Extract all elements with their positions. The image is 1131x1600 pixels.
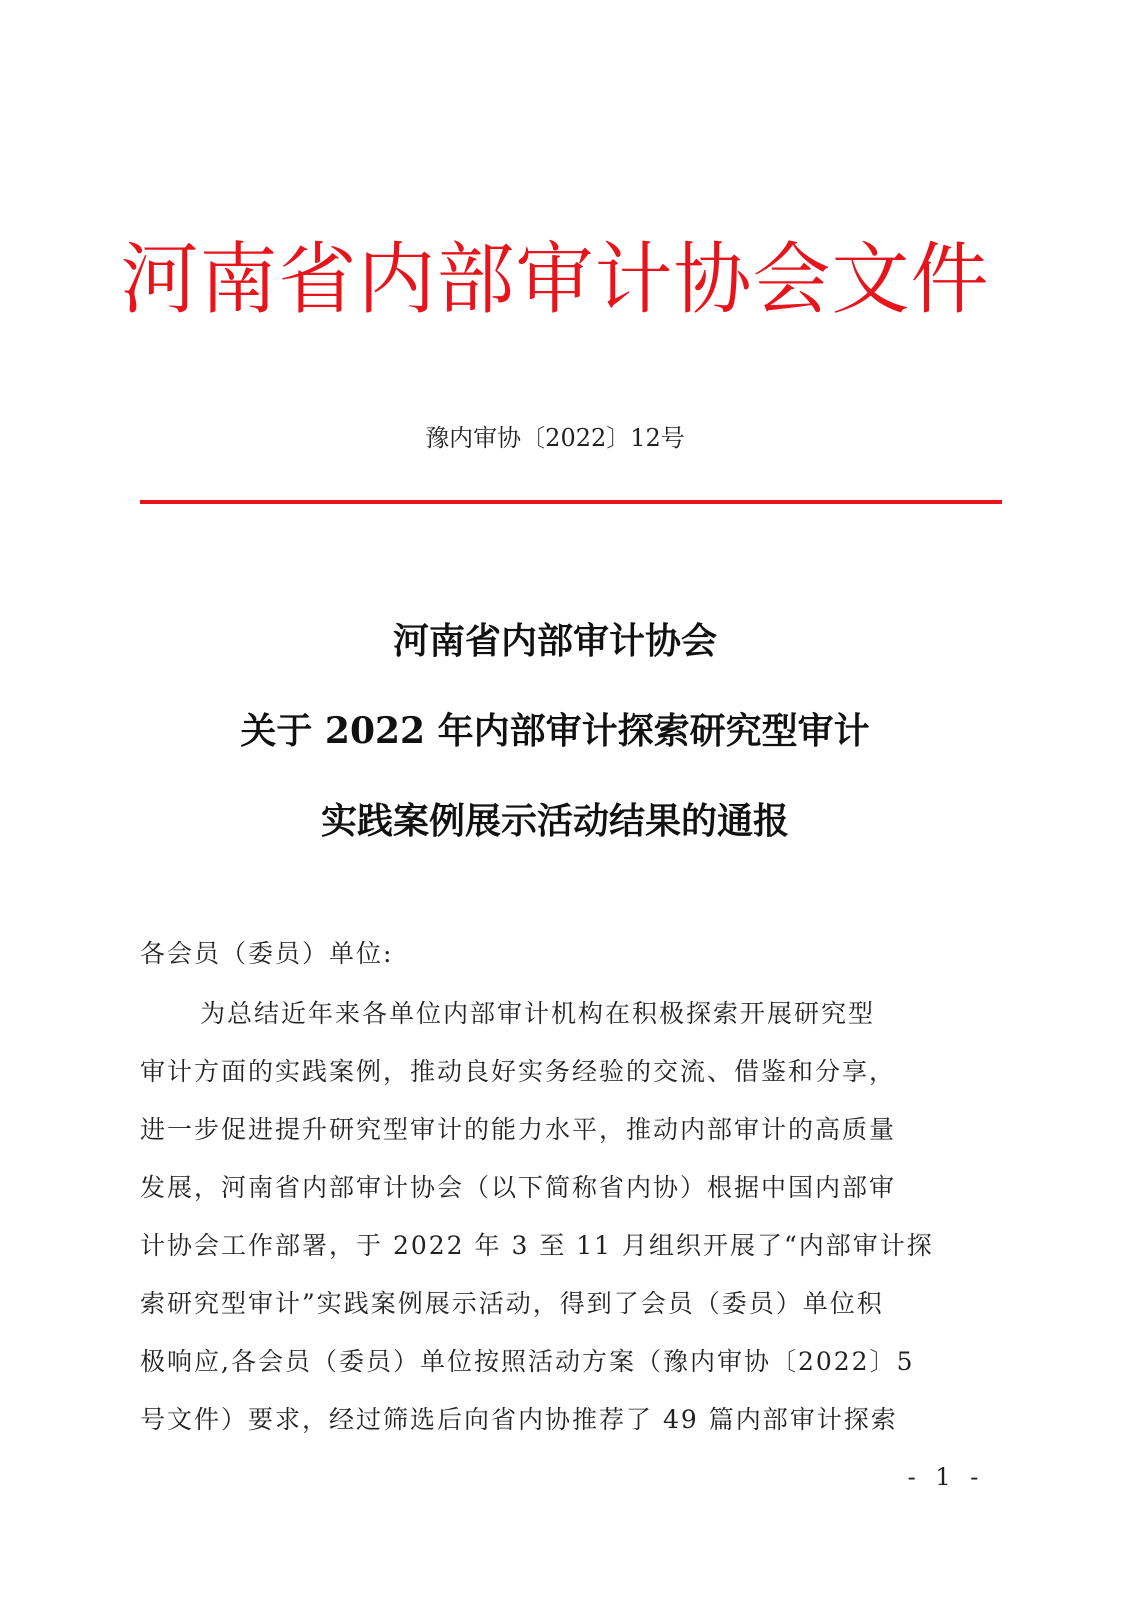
body-line: 为总结近年来各单位内部审计机构在积极探索开展研究型 [200,999,876,1028]
document-masthead: 河南省内部审计协会文件 [120,235,990,325]
body-line: 计协会工作部署，于 2022 年 3 至 11 月组织开展了“内部审计探 [140,1231,934,1260]
document-number: 豫内审协〔2022〕12号 [425,424,685,452]
body-line: 号文件）要求，经过筛选后向省内协推荐了 49 篇内部审计探索 [140,1405,898,1434]
body-line: 索研究型审计”实践案例展示活动，得到了会员（委员）单位积 [140,1289,884,1318]
page-number: - 1 - [907,1463,985,1491]
body-line: 发展，河南省内部审计协会（以下简称省内协）根据中国内部审 [140,1173,897,1202]
body-line: 极响应,各会员（委员）单位按照活动方案（豫内审协〔2022〕5 [140,1347,915,1376]
salutation: 各会员（委员）单位: [140,939,394,968]
title-line-1: 河南省内部审计协会 [392,620,717,662]
title-line-3: 实践案例展示活动结果的通报 [320,800,789,842]
body-line: 审计方面的实践案例，推动良好实务经验的交流、借鉴和分享， [140,1057,897,1086]
title-line-2: 关于 2022 年内部审计探索研究型审计 [240,710,870,752]
body-line: 进一步促进提升研究型审计的能力水平，推动内部审计的高质量 [140,1115,897,1144]
red-separator-line [140,500,1002,504]
